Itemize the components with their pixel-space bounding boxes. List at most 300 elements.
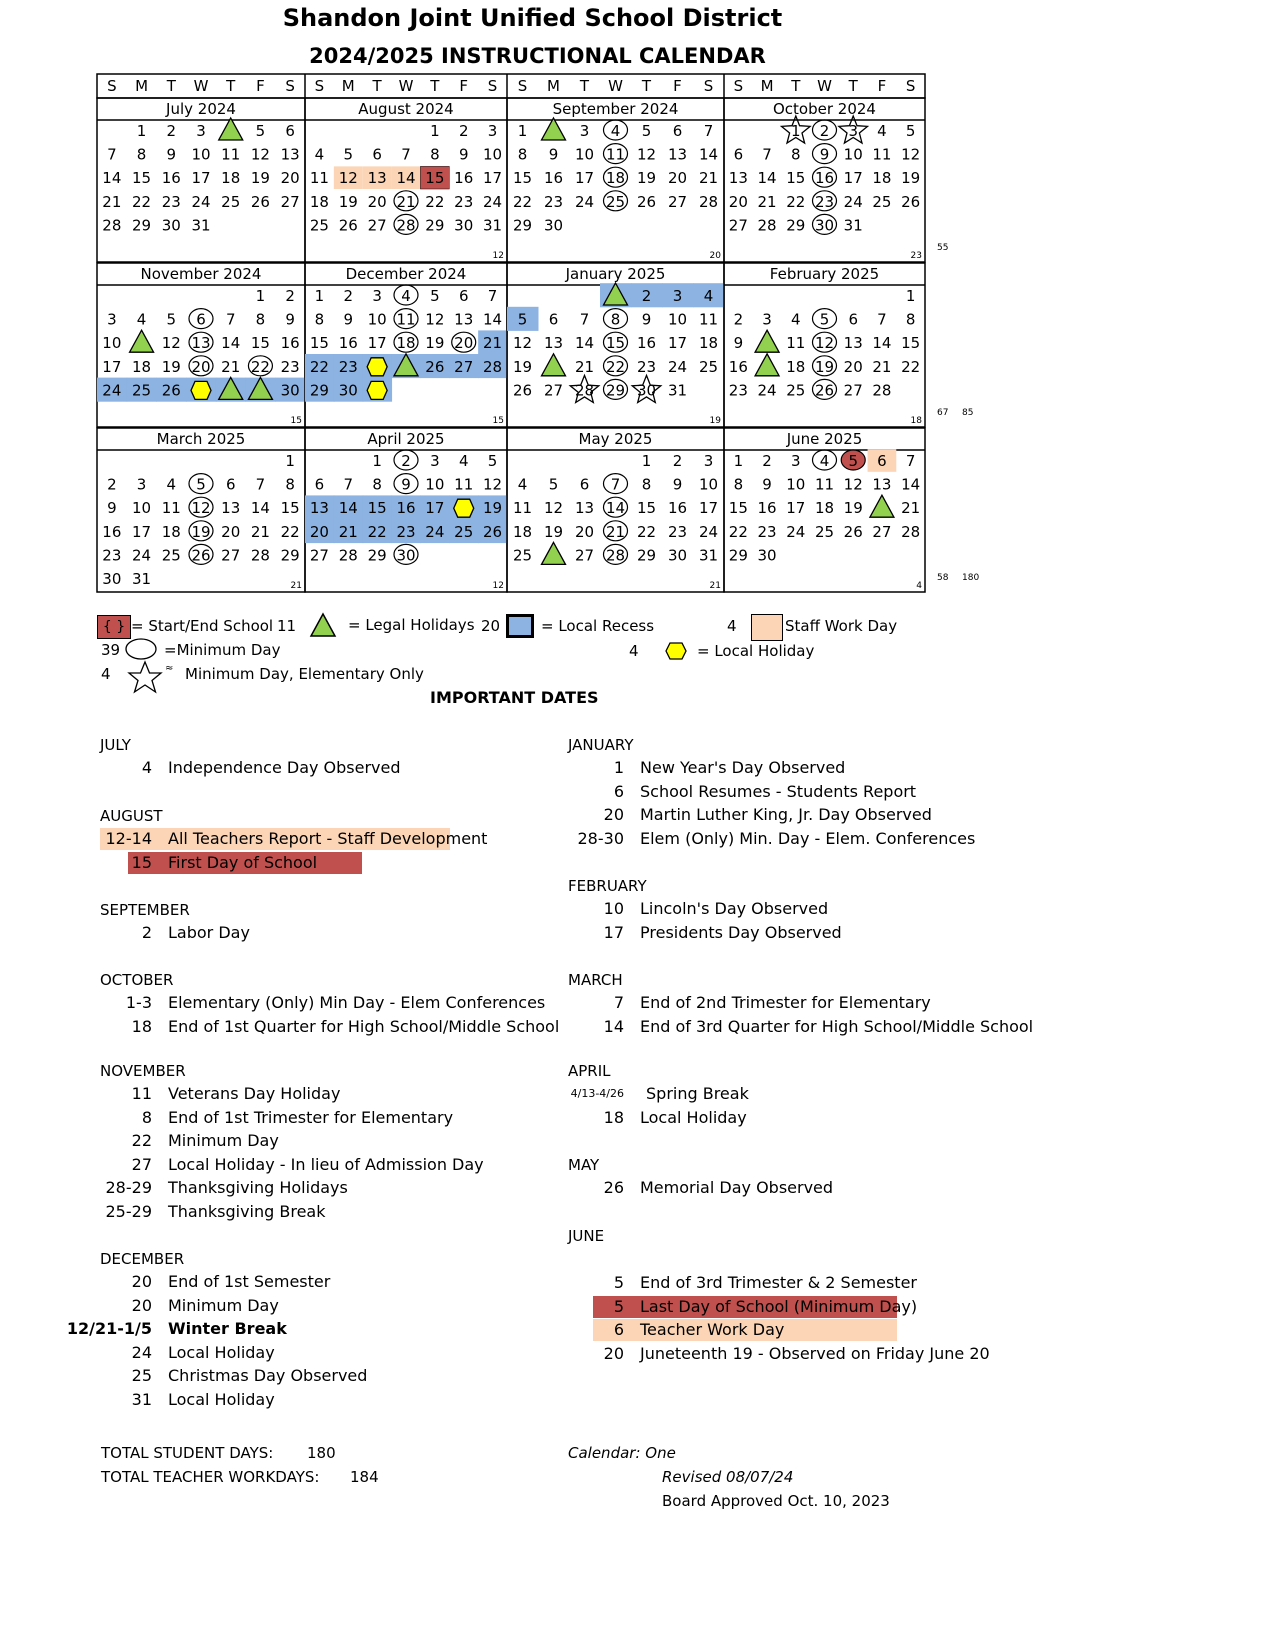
date-item — [0, 1295, 279, 1317]
day-cell: 7 — [762, 145, 772, 164]
day-cell: 4 — [877, 122, 887, 140]
section-month: FEBRUARY — [568, 877, 647, 895]
day-cell: 3 — [703, 452, 714, 470]
day-cell: 13 — [667, 145, 688, 164]
date-item-text: Martin Luther King, Jr. Day Observed — [640, 805, 932, 824]
weekday-letter: T — [430, 77, 440, 95]
day-cell: 17 — [132, 522, 152, 541]
day-cell: 13 — [574, 499, 595, 518]
day-cell: 22 — [786, 192, 806, 211]
day-cell: 2 — [733, 310, 744, 329]
date-item-day: 31 — [131, 1389, 152, 1409]
date-item-day: 18 — [603, 1107, 624, 1127]
day-cell: 1 — [430, 122, 440, 140]
date-item-day: 15 — [131, 852, 152, 872]
day-cell: 8 — [610, 310, 621, 329]
day-cell: 25 — [309, 216, 329, 235]
date-item-day: 28-30 — [577, 828, 624, 848]
month-title: June 2025 — [786, 430, 863, 448]
day-cell: 11 — [872, 145, 892, 164]
day-cell: 11 — [454, 475, 474, 494]
day-cell: 22 — [605, 357, 626, 376]
day-cell: 6 — [314, 475, 325, 494]
weekday-header-row — [97, 74, 925, 98]
board-approved: Board Approved Oct. 10, 2023 — [662, 1492, 890, 1510]
day-cell: 18 — [309, 192, 329, 211]
day-cell: 31 — [667, 381, 688, 400]
revised-date: Revised 08/07/24 — [662, 1468, 794, 1486]
day-cell: 27 — [843, 381, 863, 400]
day-cell: 6 — [733, 145, 744, 164]
day-cell: 30 — [102, 570, 122, 588]
day-cell: 20 — [309, 522, 329, 541]
day-cell: 27 — [367, 216, 387, 235]
day-cell: 1 — [733, 452, 744, 470]
section-month: MARCH — [568, 971, 623, 989]
student-days-value: 180 — [307, 1444, 336, 1462]
day-cell: 18 — [512, 522, 533, 541]
day-cell: 11 — [161, 499, 181, 518]
day-cell: 8 — [517, 145, 528, 164]
day-cell: 7 — [225, 310, 236, 329]
date-item-day: 22 — [131, 1131, 152, 1150]
day-cell: 5 — [517, 310, 528, 329]
day-cell: 28 — [396, 216, 416, 235]
day-cell: 22 — [309, 357, 329, 376]
day-cell: 20 — [454, 334, 474, 353]
day-cell: 27 — [454, 357, 474, 376]
month-day-count: 23 — [910, 251, 922, 261]
day-cell: 18 — [132, 357, 152, 376]
section-month: OCTOBER — [100, 971, 174, 989]
date-item-day: 12-14 — [105, 829, 152, 848]
day-cell: 22 — [132, 192, 152, 211]
section-month: JANUARY — [568, 736, 634, 754]
day-cell: 17 — [483, 169, 503, 188]
date-item-day: 5 — [613, 1273, 624, 1292]
day-cell: 23 — [161, 192, 181, 211]
day-cell: 27 — [543, 381, 564, 400]
month-title: November 2024 — [140, 265, 262, 283]
day-cell: 13 — [872, 475, 892, 494]
day-cell: 21 — [901, 499, 921, 518]
month-day-count: 20 — [709, 251, 721, 261]
day-cell: 6 — [458, 287, 469, 305]
day-cell: 31 — [843, 216, 863, 235]
row-total-cumulative: 85 — [962, 408, 974, 418]
triangle-icon — [309, 612, 337, 638]
date-item-text: Juneteenth 19 - Observed on Friday June 20 — [640, 1343, 990, 1363]
day-cell: 18 — [221, 169, 241, 188]
day-cell: 11 — [605, 145, 626, 164]
day-cell: 26 — [161, 381, 181, 400]
day-cell: 29 — [309, 381, 329, 400]
day-cell: 15 — [901, 334, 921, 353]
day-cell: 17 — [667, 334, 688, 353]
day-cell: 4 — [136, 310, 147, 329]
day-cell: 27 — [309, 546, 329, 565]
day-cell: 9 — [819, 145, 830, 164]
day-cell: 8 — [733, 475, 744, 494]
date-item-text: Elem (Only) Min. Day - Elem. Conferences — [640, 828, 976, 848]
day-cell: 20 — [843, 357, 863, 376]
day-cell: 12 — [425, 310, 445, 329]
day-cell: 26 — [338, 216, 358, 235]
day-cell: 5 — [548, 475, 559, 494]
legal-holiday-triangle — [755, 330, 779, 352]
recess-swatch — [506, 614, 534, 638]
day-cell: 9 — [641, 310, 652, 329]
day-cell: 29 — [367, 546, 387, 565]
day-cell: 28 — [757, 216, 777, 235]
day-cell: 24 — [757, 381, 777, 400]
day-cell: 15 — [786, 169, 806, 188]
legal-holiday-triangle — [542, 354, 566, 376]
day-cell: 21 — [221, 357, 241, 376]
elem-label: Minimum Day, Elementary Only — [185, 665, 424, 683]
day-cell: 18 — [814, 499, 835, 518]
weekday-letter: T — [166, 77, 176, 95]
weekday-letter: T — [372, 77, 382, 95]
day-cell: 11 — [221, 145, 241, 164]
day-cell: 28 — [102, 216, 122, 235]
day-cell: 31 — [191, 216, 211, 235]
day-cell: 22 — [250, 357, 270, 376]
day-cell: 12 — [338, 169, 358, 188]
month-title: September 2024 — [552, 100, 679, 118]
day-cell: 24 — [132, 546, 152, 565]
day-cell: 13 — [843, 334, 863, 353]
section-month: SEPTEMBER — [100, 901, 190, 919]
date-item-day: 7 — [613, 993, 624, 1012]
hexagon-icon — [664, 641, 688, 661]
student-days-label: TOTAL STUDENT DAYS: — [101, 1444, 274, 1462]
page-subtitle: 2024/2025 INSTRUCTIONAL CALENDAR — [309, 44, 766, 68]
day-cell: 8 — [372, 475, 382, 494]
date-item-text: Independence Day Observed — [168, 758, 401, 777]
day-cell: 4 — [401, 287, 411, 305]
day-cell: 20 — [728, 192, 748, 211]
calendar-label: Calendar: One — [568, 1444, 676, 1462]
day-cell: 29 — [280, 546, 300, 565]
day-cell: 5 — [255, 122, 266, 140]
elem-count: 4 — [101, 665, 111, 683]
day-cell: 26 — [250, 192, 270, 211]
month-day-count: 19 — [709, 416, 721, 426]
day-cell: 1 — [905, 287, 916, 305]
date-item-text: End of 1st Trimester for Elementary — [168, 1107, 454, 1127]
day-cell: 5 — [343, 145, 354, 164]
date-item-text: Winter Break — [168, 1319, 287, 1338]
date-item-text: Local Holiday - In lieu of Admission Day — [168, 1154, 484, 1174]
day-cell: 19 — [425, 334, 445, 353]
day-cell: 15 — [605, 334, 626, 353]
date-item-day: 20 — [603, 805, 624, 824]
day-cell: 27 — [574, 546, 595, 565]
day-cell: 17 — [786, 499, 806, 518]
date-item-text: All Teachers Report - Staff Development — [168, 829, 488, 848]
star-icon — [125, 660, 165, 694]
day-cell: 8 — [905, 310, 916, 329]
weekday-letter: S — [285, 77, 295, 95]
day-cell: 17 — [698, 499, 719, 518]
month-day-count: 4 — [916, 581, 922, 591]
day-cell: 21 — [396, 192, 416, 211]
day-cell: 25 — [698, 357, 719, 376]
month-day-count: 18 — [910, 416, 922, 426]
legal-holiday-triangle — [130, 330, 154, 352]
legal-holiday-triangle — [542, 118, 566, 140]
day-cell: 30 — [667, 546, 688, 565]
day-cell: 19 — [338, 192, 358, 211]
weekday-letter: M — [547, 77, 560, 95]
day-cell: 3 — [372, 287, 382, 305]
day-cell: 8 — [430, 145, 440, 164]
day-cell: 27 — [728, 216, 748, 235]
day-cell: 7 — [579, 310, 590, 329]
day-cell: 12 — [191, 499, 211, 518]
weekday-letter: W — [193, 77, 209, 95]
section-month: APRIL — [568, 1062, 611, 1080]
day-cell: 24 — [786, 522, 806, 541]
day-cell: 2 — [458, 122, 469, 140]
day-cell: 19 — [250, 169, 270, 188]
day-cell: 18 — [786, 357, 806, 376]
date-item-text: Presidents Day Observed — [640, 922, 842, 942]
date-item-text: End of 2nd Trimester for Elementary — [640, 993, 931, 1012]
day-cell: 10 — [191, 145, 211, 164]
day-cell: 23 — [728, 381, 748, 400]
day-cell: 28 — [250, 546, 270, 565]
date-item-text: Minimum Day — [168, 1295, 279, 1315]
day-cell: 18 — [396, 334, 416, 353]
day-cell: 14 — [901, 475, 921, 494]
day-cell: 29 — [728, 546, 748, 565]
day-cell: 24 — [574, 192, 595, 211]
day-cell: 30 — [338, 381, 358, 400]
day-cell: 5 — [905, 122, 916, 140]
date-item-day: 20 — [603, 1343, 624, 1363]
day-cell: 27 — [872, 522, 892, 541]
weekday-letter: S — [703, 77, 714, 95]
day-cell: 19 — [636, 169, 657, 188]
day-cell: 22 — [425, 192, 445, 211]
day-cell: 30 — [814, 216, 835, 235]
day-cell: 22 — [367, 522, 387, 541]
month-title: February 2025 — [769, 265, 880, 283]
day-cell: 3 — [848, 122, 858, 140]
weekday-letter: M — [135, 77, 149, 95]
date-item-day: 25-29 — [105, 1201, 152, 1221]
weekday-letter: F — [459, 77, 469, 95]
day-cell: 29 — [512, 216, 533, 235]
day-cell: 16 — [814, 169, 835, 188]
day-cell: 2 — [641, 287, 652, 305]
date-item-day: 4 — [141, 758, 152, 777]
date-item-day: 14 — [603, 1016, 624, 1036]
day-cell: 1 — [641, 452, 652, 470]
day-cell: 7 — [255, 475, 266, 494]
day-cell: 11 — [814, 475, 835, 494]
legal-holiday-triangle — [870, 495, 894, 517]
day-cell: 24 — [102, 381, 122, 400]
legal-holiday-triangle — [219, 118, 243, 140]
weekday-letter: T — [226, 77, 236, 95]
weekday-letter: M — [341, 77, 355, 95]
date-item-text: Veterans Day Holiday — [168, 1084, 341, 1103]
day-cell: 15 — [367, 499, 387, 518]
day-cell: 25 — [512, 546, 533, 565]
recess-count: 20 — [481, 617, 501, 635]
local-holiday-hexagon — [191, 381, 211, 399]
day-cell: 14 — [574, 334, 595, 353]
day-cell: 26 — [814, 381, 835, 400]
section-month: DECEMBER — [100, 1250, 185, 1268]
day-cell: 22 — [512, 192, 533, 211]
day-cell: 26 — [512, 381, 533, 400]
day-cell: 2 — [285, 287, 295, 305]
weekday-letter: T — [791, 77, 801, 95]
day-cell: 21 — [698, 169, 719, 188]
day-cell: 25 — [814, 522, 835, 541]
section-month: JULY — [100, 736, 131, 754]
teacher-days-value: 184 — [350, 1468, 379, 1486]
day-cell: 3 — [430, 452, 440, 470]
day-cell: 14 — [483, 310, 503, 329]
day-cell: 14 — [338, 499, 358, 518]
day-cell: 13 — [221, 499, 241, 518]
weekday-letter: F — [673, 77, 682, 95]
day-cell: 30 — [396, 546, 416, 565]
day-cell: 29 — [636, 546, 657, 565]
month-day-count: 21 — [709, 581, 721, 591]
day-cell: 14 — [757, 169, 777, 188]
day-cell: 13 — [728, 169, 748, 188]
day-cell: 17 — [191, 169, 211, 188]
weekday-letter: F — [256, 77, 265, 95]
day-cell: 22 — [901, 357, 921, 376]
day-cell: 2 — [166, 122, 177, 140]
day-cell: 19 — [901, 169, 921, 188]
day-cell: 12 — [512, 334, 533, 353]
day-cell: 1 — [314, 287, 325, 305]
day-cell: 19 — [191, 522, 211, 541]
date-item-day: 20 — [131, 1295, 152, 1315]
weekday-letter: S — [487, 77, 498, 95]
date-item — [128, 852, 362, 874]
calendar-grid — [0, 0, 1275, 640]
day-cell: 21 — [757, 192, 777, 211]
day-cell: 24 — [191, 192, 211, 211]
date-item-text: End of 1st Semester — [168, 1272, 331, 1291]
day-cell: 8 — [314, 310, 325, 329]
day-cell: 23 — [396, 522, 416, 541]
local-holiday-hexagon — [454, 499, 474, 517]
legal-holiday-triangle — [755, 354, 779, 376]
day-cell: 4 — [703, 287, 714, 305]
day-cell: 20 — [574, 522, 595, 541]
day-cell: 31 — [698, 546, 719, 565]
day-cell: 22 — [636, 522, 657, 541]
day-cell: 1 — [136, 122, 147, 140]
date-item-day: 18 — [131, 1016, 152, 1036]
day-cell: 12 — [483, 475, 503, 494]
date-item-day: 1-3 — [125, 993, 152, 1012]
weekday-letter: W — [608, 77, 623, 95]
day-cell: 9 — [285, 310, 295, 329]
date-item-text: Last Day of School (Minimum Day) — [640, 1296, 918, 1316]
day-cell: 20 — [667, 169, 688, 188]
date-item-day: 26 — [603, 1178, 624, 1197]
day-cell: 12 — [901, 145, 921, 164]
day-cell: 30 — [454, 216, 474, 235]
day-cell: 19 — [161, 357, 181, 376]
day-cell: 12 — [636, 145, 657, 164]
day-cell: 17 — [102, 357, 122, 376]
day-cell: 28 — [483, 357, 503, 376]
date-item-text: New Year's Day Observed — [640, 758, 846, 777]
circle-icon — [124, 637, 158, 661]
month-title: December 2024 — [345, 265, 467, 283]
day-cell: 18 — [872, 169, 892, 188]
day-cell: 11 — [698, 310, 719, 329]
date-item-text: End of 1st Quarter for High School/Middle School — [168, 1016, 560, 1036]
day-cell: 5 — [487, 452, 498, 470]
day-cell: 9 — [401, 475, 411, 494]
day-cell: 3 — [136, 475, 147, 494]
day-cell: 19 — [512, 357, 533, 376]
legal-count: 11 — [277, 617, 297, 635]
day-cell: 12 — [843, 475, 863, 494]
day-cell: 26 — [901, 192, 921, 211]
day-cell: 15 — [309, 334, 329, 353]
day-cell: 19 — [843, 499, 863, 518]
day-cell: 6 — [225, 475, 236, 494]
day-cell: 8 — [255, 310, 266, 329]
day-cell: 23 — [338, 357, 358, 376]
day-cell: 11 — [396, 310, 416, 329]
date-item — [100, 828, 488, 850]
date-item-day: 4/13-4/26 — [570, 1087, 624, 1100]
day-cell: 15 — [425, 169, 445, 188]
day-cell: 9 — [343, 310, 354, 329]
day-cell: 23 — [667, 522, 688, 541]
day-cell: 6 — [548, 310, 559, 329]
date-item-text: Christmas Day Observed — [168, 1366, 368, 1385]
date-item-day: 25 — [131, 1366, 152, 1385]
day-cell: 16 — [396, 499, 416, 518]
day-cell: 2 — [401, 452, 411, 470]
weekday-letter: W — [817, 77, 832, 95]
date-item-text: End of 3rd Trimester & 2 Semester — [640, 1273, 917, 1292]
date-item — [0, 1130, 279, 1152]
date-item-text: Teacher Work Day — [640, 1320, 785, 1339]
section-month: NOVEMBER — [100, 1062, 186, 1080]
day-cell: 12 — [250, 145, 270, 164]
day-cell: 5 — [430, 287, 440, 305]
day-cell: 3 — [487, 122, 498, 140]
day-cell: 15 — [728, 499, 748, 518]
day-cell: 25 — [872, 192, 892, 211]
day-cell: 8 — [641, 475, 652, 494]
day-cell: 8 — [285, 475, 295, 494]
date-item-day: 20 — [131, 1272, 152, 1291]
day-cell: 24 — [483, 192, 503, 211]
day-cell: 30 — [757, 546, 777, 565]
day-cell: 16 — [338, 334, 358, 353]
day-cell: 28 — [574, 381, 595, 400]
day-cell: 5 — [166, 310, 177, 329]
